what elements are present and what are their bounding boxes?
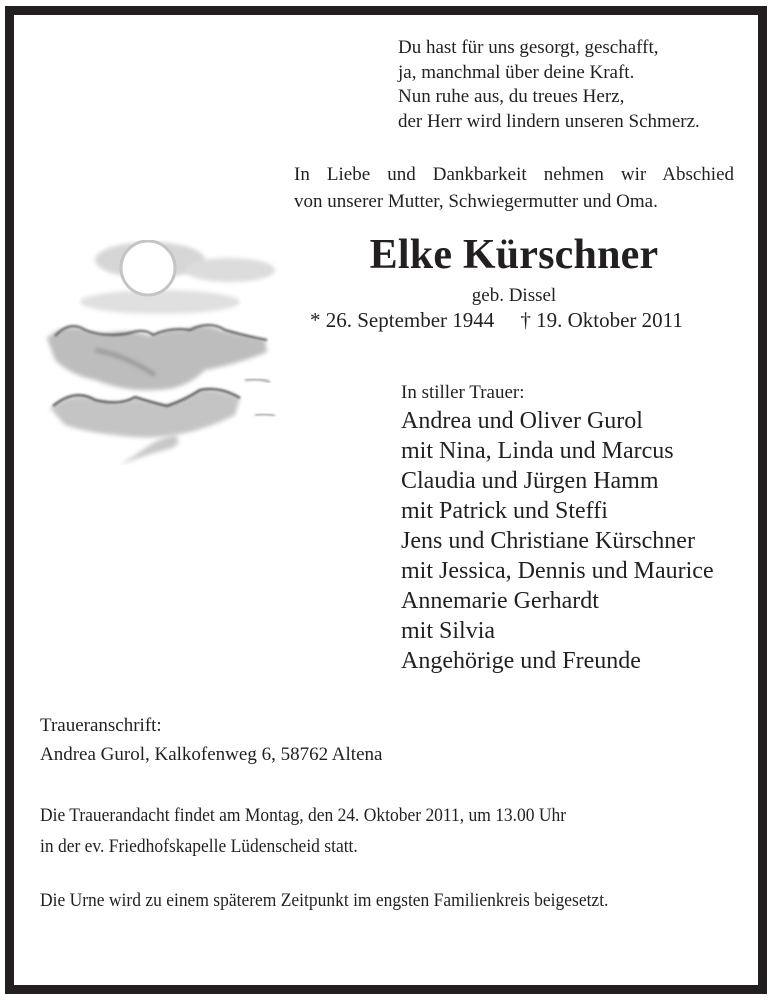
farewell-text	[294, 161, 734, 215]
deceased-name: Elke Kürschner	[369, 232, 659, 278]
moon-over-mountains-sketch-icon	[35, 240, 280, 465]
farewell-line: In Liebe und Dankbarkeit nehmen wir Abschied	[294, 164, 734, 185]
poem-line: Nun ruhe aus, du treues Herz,	[398, 86, 625, 107]
mourner-line: Angehörige und Freunde	[401, 648, 641, 674]
mourner-line: mit Silvia	[401, 618, 496, 644]
mourners-list	[401, 406, 714, 676]
poem-line: Du hast für uns gesorgt, geschafft,	[398, 37, 659, 58]
service-line: in der ev. Friedhofskapelle Lüdenscheid statt.	[40, 836, 358, 857]
mourner-line: Andrea und Oliver Gurol	[401, 408, 643, 434]
life-dates	[310, 307, 683, 333]
poem-line: ja, manchmal über deine Kraft.	[398, 61, 635, 83]
poem-line: der Herr wird lindern unseren Schmerz.	[398, 110, 700, 132]
mourner-line: Claudia und Jürgen Hamm	[401, 468, 659, 494]
birth-name: geb. Dissel	[471, 285, 557, 306]
death-date: † 19. Oktober 2011	[520, 308, 683, 332]
mourner-line: mit Nina, Linda und Marcus	[401, 438, 674, 464]
mourning-address: Andrea Gurol, Kalkofenweg 6, 58762 Altena	[40, 744, 383, 765]
farewell-line: von unserer Mutter, Schwiegermutter und Oma.	[294, 191, 658, 212]
mourning-label: In stiller Trauer:	[401, 382, 525, 403]
birth-date: * 26. September 1944	[310, 308, 495, 332]
mourner-line: Annemarie Gerhardt	[401, 588, 599, 614]
service-info	[40, 800, 566, 862]
mourner-line: Jens und Christiane Kürschner	[401, 528, 695, 554]
service-line: Die Trauerandacht findet am Montag, den 24. Oktober 2011, um 13.00 Uhr	[40, 805, 567, 826]
mourner-line: mit Patrick und Steffi	[401, 498, 608, 524]
urn-info: Die Urne wird zu einem späterem Zeitpunkt im engsten Familienkreis beigesetzt.	[40, 890, 609, 911]
address-label: Traueranschrift:	[40, 715, 162, 736]
poem	[398, 36, 700, 134]
mourner-line: mit Jessica, Dennis und Maurice	[401, 558, 714, 584]
